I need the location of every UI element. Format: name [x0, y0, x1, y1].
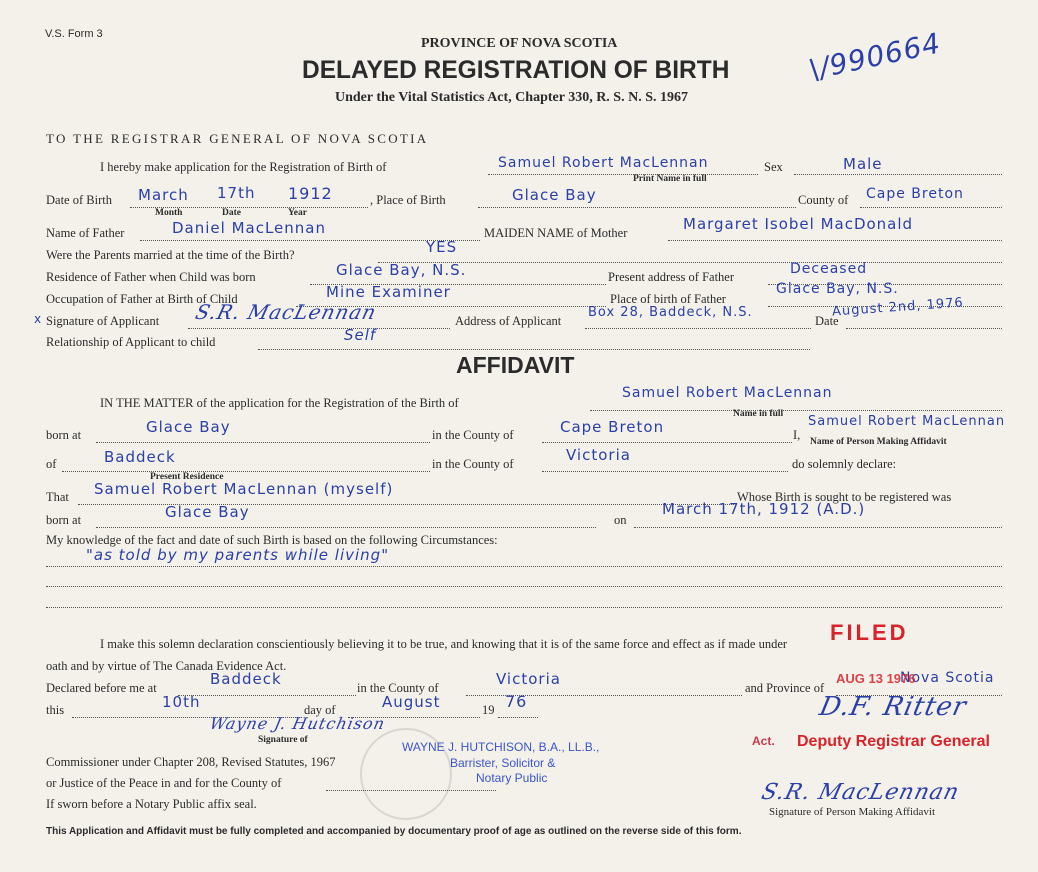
circumstances-value: "as told by my parents while living" [86, 546, 390, 564]
day-of-label: day of [304, 703, 336, 717]
date-caption: Date [222, 208, 241, 218]
year-caption: Year [288, 208, 307, 218]
declared-at-value: Baddeck [210, 670, 282, 688]
sex-label: Sex [764, 160, 783, 174]
matter-label: IN THE MATTER of the application for the Registration of the Birth of [100, 396, 459, 410]
registration-number: \/990664 [806, 26, 944, 87]
relationship-label: Relationship of Applicant to child [46, 335, 216, 349]
solemnly-label: do solemnly declare: [792, 457, 897, 471]
dob-label: Date of Birth [46, 193, 112, 207]
this-label: this [46, 703, 65, 717]
res-county-value: Victoria [566, 446, 631, 464]
form-number: V.S. Form 3 [45, 28, 103, 40]
place-of-birth-value: Glace Bay [512, 186, 597, 204]
married-line [378, 262, 1002, 263]
born-at-line-2 [96, 527, 596, 528]
declared-county-label: in the County of [357, 681, 439, 695]
commissioner-label: Commissioner under Chapter 208, Revised Statutes, 1967 [46, 755, 336, 769]
father-label: Name of Father [46, 226, 125, 240]
province-heading: PROVINCE OF NOVA SCOTIA [421, 36, 618, 51]
lawyer-stamp-line-3: Notary Public [476, 771, 548, 785]
sex-value: Male [843, 155, 883, 173]
month-caption: Month [155, 208, 183, 218]
residence-value: Glace Bay, N.S. [336, 261, 467, 279]
lawyer-stamp-line-1: WAYNE J. HUTCHISON, B.A., LL.B., [402, 740, 600, 754]
commissioner-signature: Wayne J. Hutchison [207, 714, 388, 733]
born-on-value: March 17th, 1912 (A.D.) [662, 500, 866, 518]
month-value: August [382, 693, 441, 711]
county-affidavit-value: Cape Breton [560, 418, 665, 436]
relationship-value: Self [344, 326, 377, 344]
affiant-signature: S.R. MacLennan [758, 780, 963, 805]
of-line [62, 471, 430, 472]
declaration-line-2: oath and by virtue of The Canada Evidence Act. [46, 659, 287, 673]
x-mark: x [34, 312, 43, 326]
child-name-value: Samuel Robert MacLennan [498, 155, 709, 171]
father-birthplace-value: Glace Bay, N.S. [776, 281, 899, 297]
mother-line [668, 240, 1002, 241]
filed-date-stamp: AUG 13 1976 [836, 671, 916, 686]
signature-line [188, 328, 450, 329]
date-value: August 2nd, 1976 [831, 295, 965, 320]
child-name-line [488, 174, 758, 175]
father-birthplace-label: Place of birth of Father [610, 292, 726, 306]
place-of-birth-label: , Place of Birth [370, 193, 446, 207]
father-value: Daniel MacLennan [172, 219, 326, 237]
address-line [585, 328, 811, 329]
page-title: DELAYED REGISTRATION OF BIRTH [302, 56, 730, 84]
notary-label: If sworn before a Notary Public affix seal. [46, 797, 257, 811]
mother-label: MAIDEN NAME of Mother [484, 226, 628, 240]
year-value: 76 [505, 692, 528, 711]
married-label: Were the Parents married at the time of the Birth? [46, 248, 295, 262]
residence-affidavit-value: Baddeck [104, 448, 176, 466]
born-at-label: born at [46, 428, 82, 442]
mother-value: Margaret Isobel MacDonald [683, 215, 914, 233]
res-county-line [542, 471, 788, 472]
date-label: Date [815, 314, 839, 328]
sig-person-caption: Signature of Person Making Affidavit [769, 806, 935, 818]
that-label: That [46, 490, 69, 504]
acting-initials: Act. [752, 734, 775, 748]
circumstances-line-3 [46, 607, 1002, 608]
relationship-line [258, 349, 810, 350]
married-value: YES [426, 238, 458, 256]
name-person-caption: Name of Person Making Affidavit [810, 437, 947, 447]
registrar-signature: D.F. Ritter [816, 692, 970, 722]
footer-note: This Application and Affidavit must be fully completed and accompanied by documentary proof of age as outlined on the reverse side of this form. [46, 826, 742, 837]
on-label: on [614, 513, 627, 527]
in-county-label: in the County of [432, 428, 514, 442]
sex-line [794, 174, 1002, 175]
province-label: and Province of [745, 681, 825, 695]
i-label: I, [793, 428, 801, 442]
signature-label: Signature of Applicant [46, 314, 160, 328]
knowledge-label: My knowledge of the fact and date of such Birth is based on the following Circumstances: [46, 533, 498, 547]
address-label: Address of Applicant [455, 314, 562, 328]
born-at-value: Glace Bay [146, 418, 231, 436]
dob-date-value: 17th [217, 184, 256, 202]
present-residence-caption: Present Residence [150, 472, 224, 482]
in-county-label-2: in the County of [432, 457, 514, 471]
occupation-label: Occupation of Father at Birth of Child [46, 292, 238, 306]
that-name-value: Samuel Robert MacLennan (myself) [94, 480, 394, 498]
declared-line [178, 695, 356, 696]
affiant-name-value: Samuel Robert MacLennan [808, 414, 1006, 429]
lawyer-stamp-line-2: Barrister, Solicitor & [450, 756, 556, 770]
county-line [860, 207, 1002, 208]
page-subtitle: Under the Vital Statistics Act, Chapter 330, R. S. N. S. 1967 [335, 90, 688, 105]
declaration-line-1: I make this solemn declaration conscientiously believing it to be true, and knowing that it is of the same force and effect as if made under [100, 637, 788, 651]
apply-label: I hereby make application for the Registration of Birth of [100, 160, 387, 174]
on-line [634, 527, 1002, 528]
birth-name-value: Samuel Robert MacLennan [622, 385, 833, 401]
residence-label: Residence of Father when Child was born [46, 270, 256, 284]
of-label: of [46, 457, 57, 471]
county-value: Cape Breton [866, 186, 964, 202]
matter-line [590, 410, 1002, 411]
present-address-label: Present address of Father [608, 270, 735, 284]
name-in-full-caption: Name in full [733, 409, 784, 419]
day-value: 10th [162, 693, 201, 711]
signature-of-caption: Signature of [258, 735, 308, 745]
date-line [846, 328, 1002, 329]
to-registrar-line: TO THE REGISTRAR GENERAL OF NOVA SCOTIA [46, 131, 429, 146]
circumstances-line-1 [46, 566, 1002, 567]
print-name-caption: Print Name in full [633, 174, 707, 184]
county-label: County of [798, 193, 849, 207]
circumstances-line-2 [46, 586, 1002, 587]
present-address-value: Deceased [790, 261, 868, 277]
applicant-signature: S.R. MacLennan [193, 300, 380, 324]
year-line [498, 717, 538, 718]
declared-label: Declared before me at [46, 681, 157, 695]
declared-county-value: Victoria [496, 670, 561, 688]
born-at-2-value: Glace Bay [165, 503, 250, 521]
justice-line [326, 790, 496, 791]
deputy-registrar-stamp: Deputy Registrar General [797, 733, 990, 750]
dob-month-value: March [138, 186, 189, 204]
filed-stamp: FILED [830, 620, 909, 645]
place-of-birth-line [478, 207, 796, 208]
address-value: Box 28, Baddeck, N.S. [588, 305, 753, 320]
year-prefix: 19 [482, 703, 495, 717]
declared-province-value: Nova Scotia [900, 670, 995, 686]
whose-birth-label: Whose Birth is sought to be registered was [737, 490, 952, 504]
dob-year-value: 1912 [288, 184, 333, 203]
affidavit-heading: AFFIDAVIT [456, 352, 575, 378]
in-county-line [542, 442, 792, 443]
born-at-line [96, 442, 430, 443]
justice-label: or Justice of the Peace in and for the County of [46, 776, 282, 790]
born-at-label-2: born at [46, 513, 82, 527]
occupation-value: Mine Examiner [326, 283, 451, 301]
